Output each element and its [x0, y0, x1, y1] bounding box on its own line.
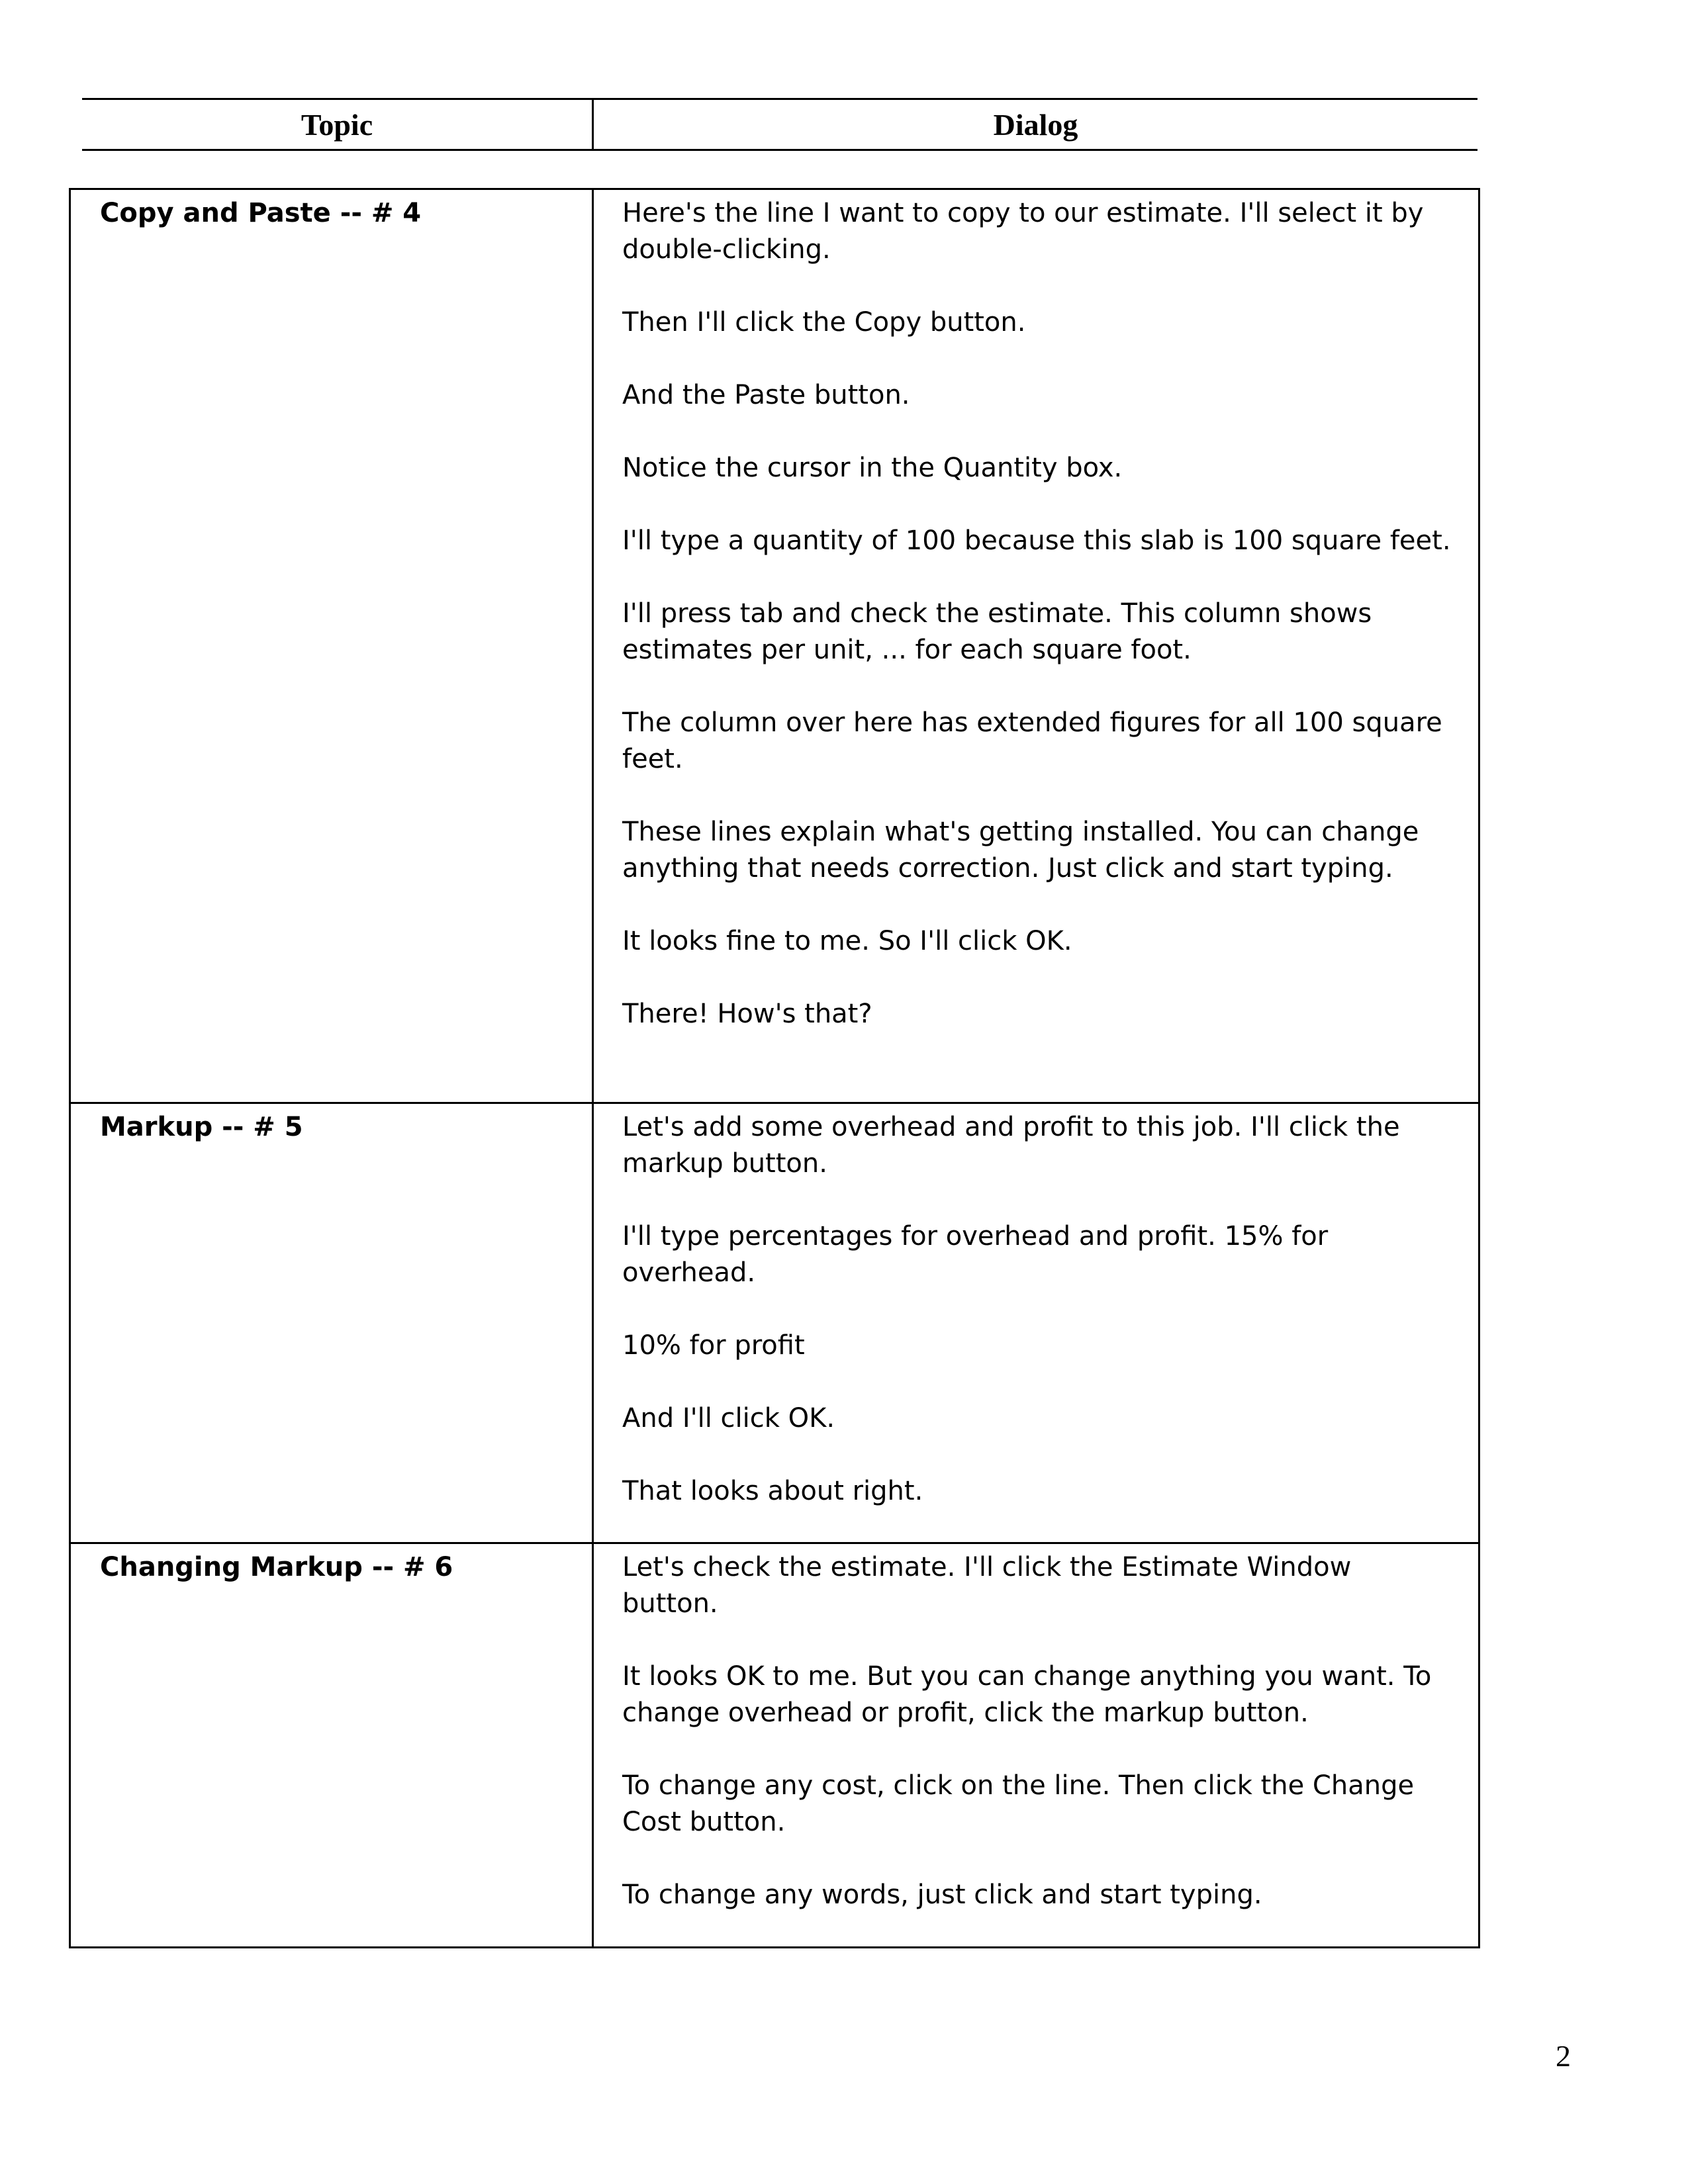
dialog-line: That looks about right. [622, 1476, 923, 1506]
dialog-line: Let's add some overhead and profit to this job. I'll click the markup button. [622, 1112, 1400, 1179]
dialog-line: Let's check the estimate. I'll click the Estimate Window button. [622, 1552, 1352, 1619]
topic-column-header: Topic [82, 100, 594, 149]
dialog-cell [594, 1544, 1478, 1946]
dialog-line: To change any words, just click and start typing. [622, 1880, 1262, 1910]
dialog-line: And I'll click OK. [622, 1403, 835, 1433]
page-number: 2 [1556, 2039, 1571, 2073]
dialog-line: Then I'll click the Copy button. [622, 307, 1026, 338]
table-row-markup [71, 1104, 1478, 1544]
dialog-line: 10% for profit [622, 1330, 805, 1361]
dialog-line: These lines explain what's getting installed. You can change anything that needs correction. Just click and start typing. [622, 817, 1419, 884]
dialog-line: It looks fine to me. So I'll click OK. [622, 926, 1072, 956]
table-row-copy-and-paste [71, 190, 1478, 1104]
dialog-line: It looks OK to me. But you can change anything you want. To change overhead or profit, click the markup button. [622, 1661, 1432, 1728]
dialog-line: The column over here has extended figures for all 100 square feet. [622, 707, 1442, 774]
topic-cell: Copy and Paste -- # 4 [71, 190, 594, 1102]
dialog-line: Here's the line I want to copy to our estimate. I'll select it by double-clicking. [622, 198, 1424, 265]
dialog-line: And the Paste button. [622, 380, 910, 410]
dialog-cell [594, 190, 1478, 1102]
dialog-cell [594, 1104, 1478, 1542]
topic-cell: Markup -- # 5 [71, 1104, 594, 1542]
dialog-line: I'll press tab and check the estimate. This column shows estimates per unit, ... for each square foot. [622, 598, 1372, 665]
dialog-line: I'll type percentages for overhead and profit. 15% for overhead. [622, 1221, 1329, 1288]
script-table [69, 188, 1480, 1948]
dialog-line: Notice the cursor in the Quantity box. [622, 453, 1123, 483]
topic-cell: Changing Markup -- # 6 [71, 1544, 594, 1946]
dialog-column-header: Dialog [993, 107, 1078, 142]
dialog-line: I'll type a quantity of 100 because this slab is 100 square feet. [622, 525, 1451, 556]
table-header [82, 98, 1477, 151]
table-row-changing-markup [71, 1544, 1478, 1946]
dialog-line: To change any cost, click on the line. Then click the Change Cost button. [622, 1770, 1415, 1837]
dialog-line: There! How's that? [622, 999, 872, 1029]
